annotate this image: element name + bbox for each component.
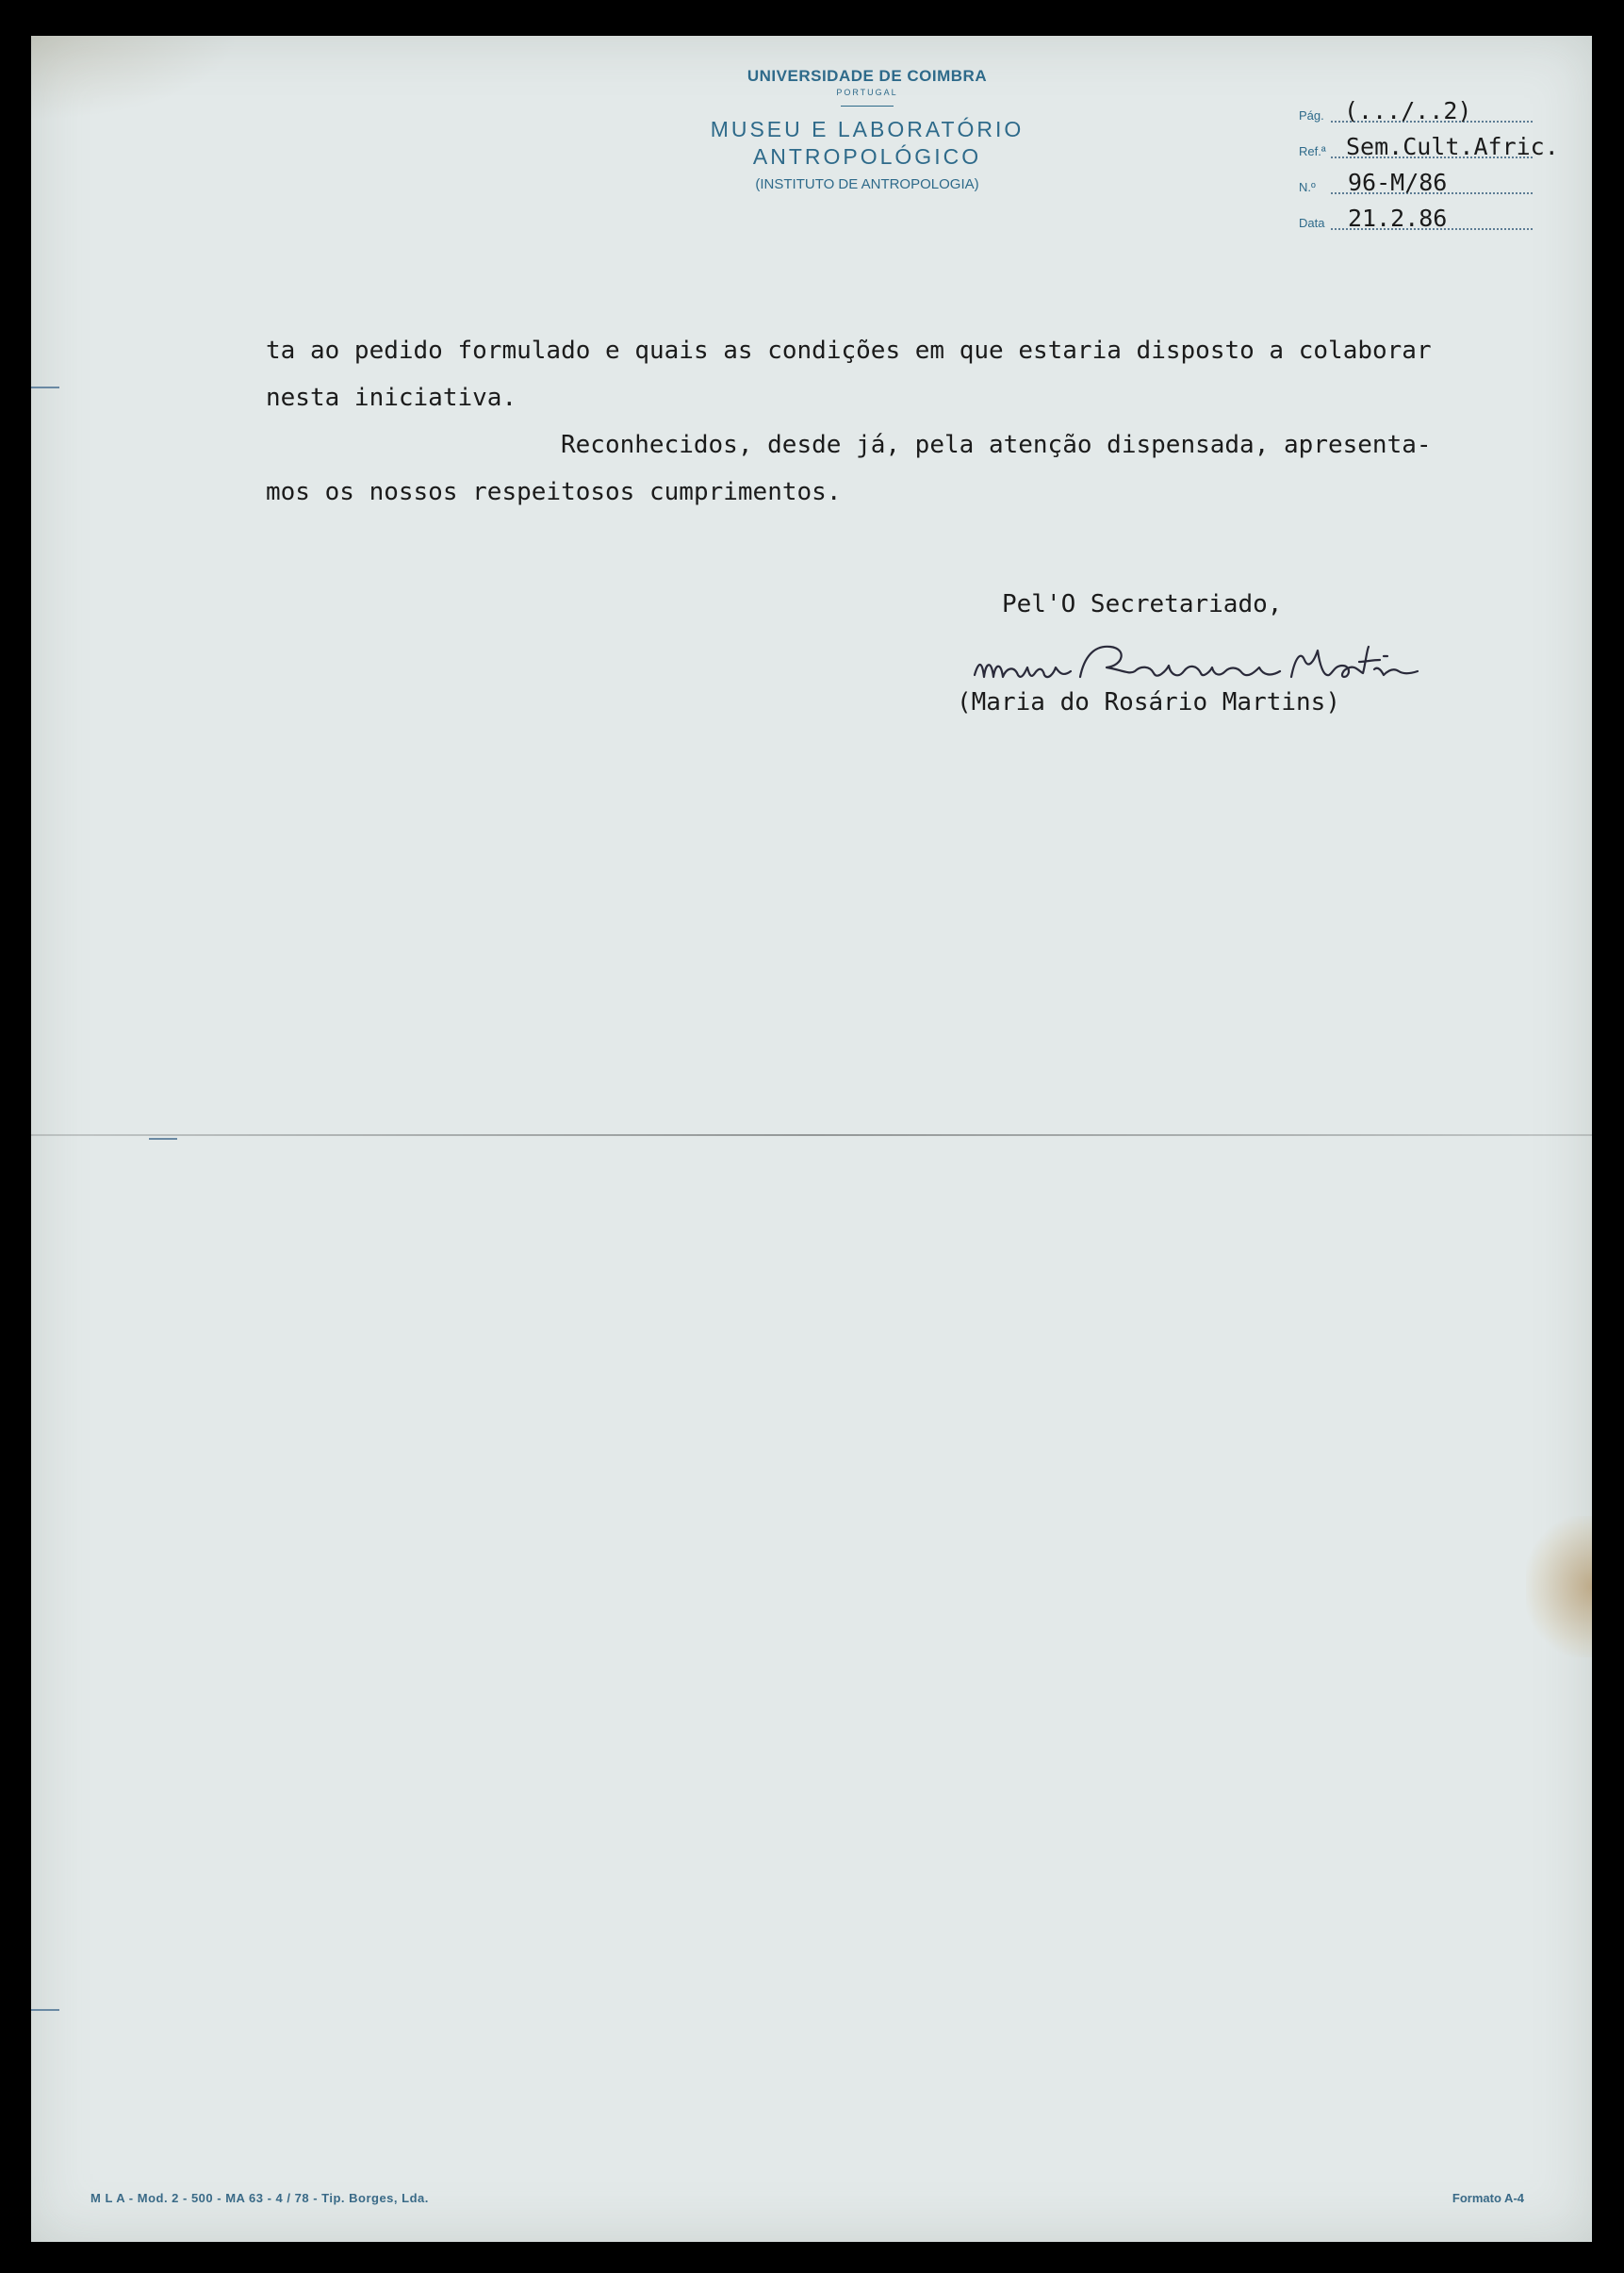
- letter-body: [266, 327, 1510, 516]
- institute-name: (INSTITUTO DE ANTROPOLOGIA): [755, 176, 979, 192]
- ref-label: Ref.ª: [1299, 144, 1326, 158]
- letterhead: [641, 67, 1093, 192]
- body-line: mos os nossos respeitosos cumprimentos.: [266, 478, 842, 506]
- letterhead-divider: [841, 106, 894, 107]
- print-info: M L A - Mod. 2 - 500 - MA 63 - 4 / 78 - Tip. Borges, Lda.: [90, 2191, 429, 2205]
- date-value: 21.2.86: [1348, 205, 1448, 232]
- margin-mark: [31, 2009, 59, 2011]
- fold-crease: [31, 1134, 1592, 1136]
- margin-mark: [31, 387, 59, 388]
- ref-row-page: [1299, 92, 1582, 128]
- ref-value: Sem.Cult.Afric.: [1346, 133, 1559, 160]
- margin-mark: [149, 1138, 177, 1140]
- page-value: (.../..2): [1344, 97, 1472, 124]
- paper-stain: [1526, 1516, 1592, 1657]
- number-value: 96-M/86: [1348, 169, 1448, 196]
- ref-row-number: [1299, 164, 1582, 200]
- ref-row-ref: [1299, 128, 1582, 164]
- paper-format: Formato A-4: [1452, 2191, 1524, 2205]
- closing-salutation: Pel'O Secretariado,: [1002, 590, 1283, 618]
- paper-stain: [31, 36, 238, 121]
- ref-row-date: [1299, 200, 1582, 236]
- country-name: PORTUGAL: [836, 88, 898, 97]
- page-label: Pág.: [1299, 108, 1324, 123]
- reference-block: [1299, 92, 1582, 236]
- museum-name-line1: MUSEU E LABORATÓRIO: [710, 117, 1025, 141]
- museum-name-line2: ANTROPOLÓGICO: [752, 144, 982, 169]
- signatory-name: (Maria do Rosário Martins): [957, 688, 1340, 716]
- number-label: N.º: [1299, 180, 1316, 194]
- handwritten-signature: [969, 634, 1516, 696]
- body-line: ta ao pedido formulado e quais as condições em que estaria disposto a colaborar: [266, 337, 1432, 365]
- date-label: Data: [1299, 216, 1325, 230]
- university-name: UNIVERSIDADE DE COIMBRA: [746, 67, 988, 85]
- body-line: nesta iniciativa.: [266, 384, 517, 412]
- body-line: Reconhecidos, desde já, pela atenção dispensada, apresenta-: [561, 431, 1432, 459]
